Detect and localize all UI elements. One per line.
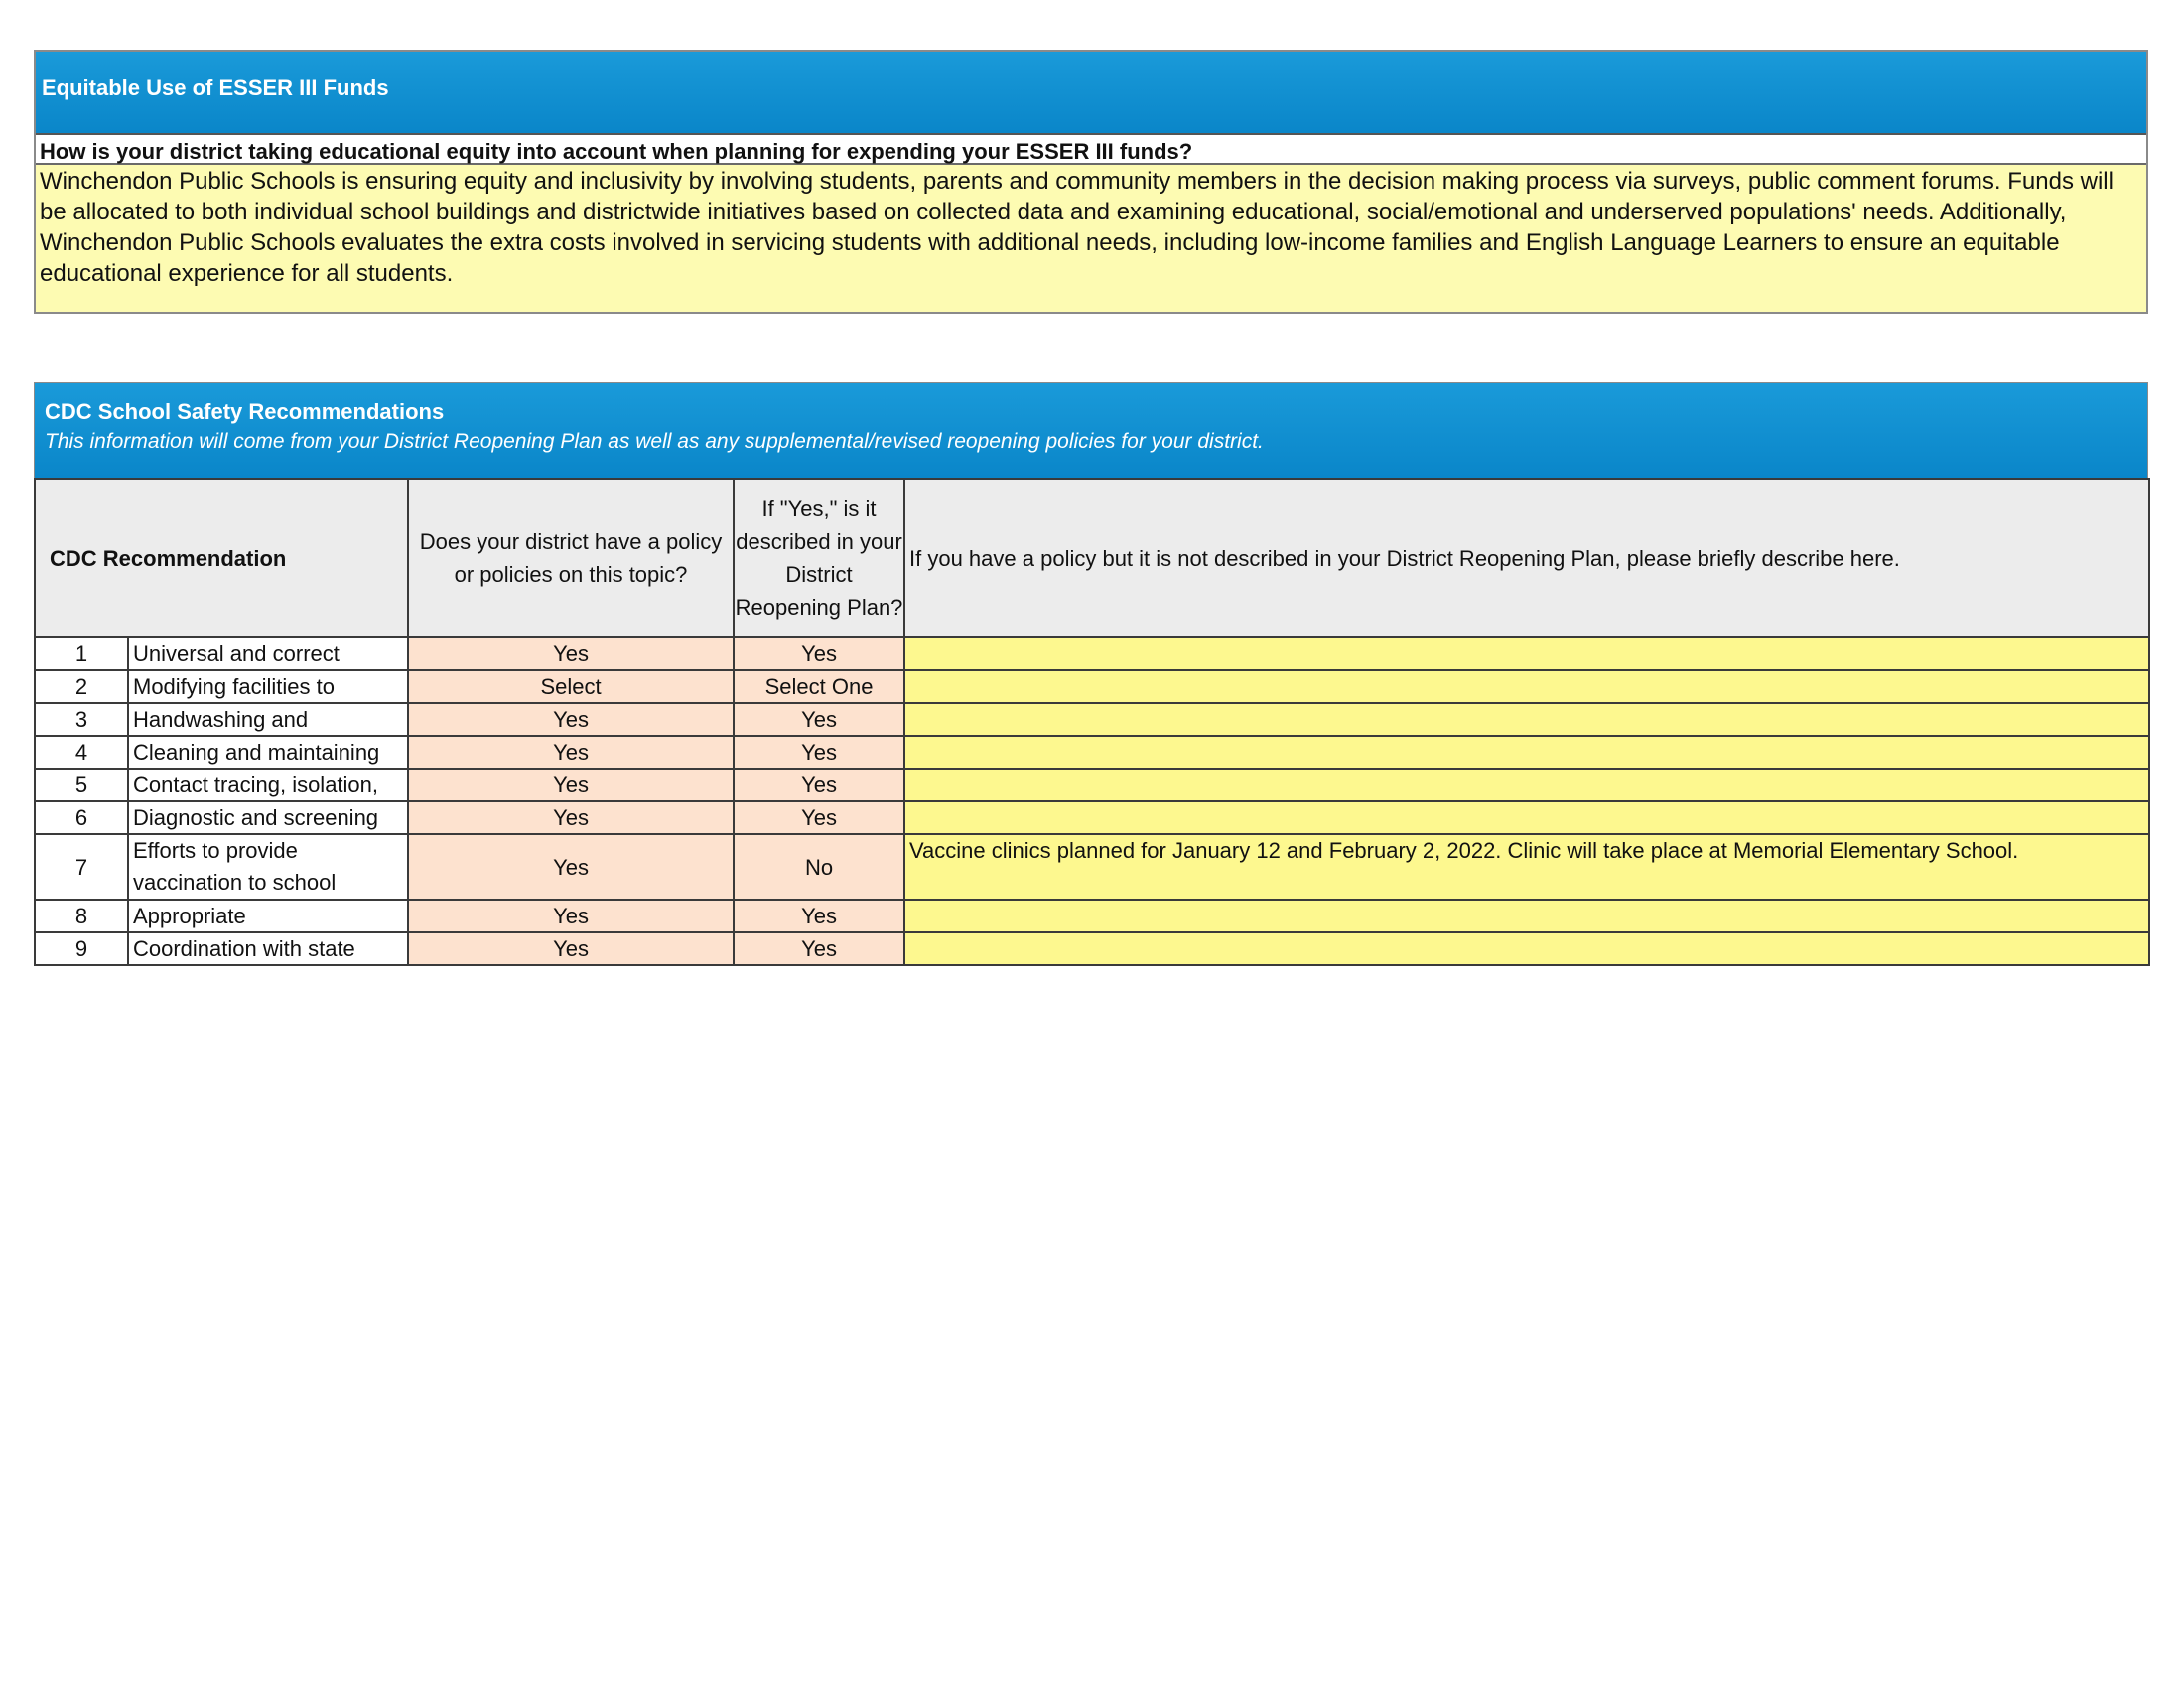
header-description: If you have a policy but it is not described in your District Reopening Plan, please briefly describe here.: [904, 479, 2149, 637]
in-plan-select[interactable]: Yes: [734, 769, 904, 801]
equity-section: [34, 50, 2148, 314]
row-recommendation: Contact tracing, isolation,: [128, 769, 408, 801]
row-recommendation: Cleaning and maintaining: [128, 736, 408, 769]
in-plan-select[interactable]: No: [734, 834, 904, 900]
table-row: [35, 900, 2149, 932]
row-number: 4: [35, 736, 128, 769]
row-recommendation: Handwashing and: [128, 703, 408, 736]
policy-select[interactable]: Yes: [408, 637, 734, 670]
description-field[interactable]: [904, 900, 2149, 932]
cdc-section-title: CDC School Safety Recommendations: [45, 399, 445, 424]
row-number: 1: [35, 637, 128, 670]
header-policy: Does your district have a policy or policies on this topic?: [408, 479, 734, 637]
header-in-plan: If "Yes," is it described in your District Reopening Plan?: [734, 479, 904, 637]
cdc-section: [34, 382, 2148, 966]
table-row: [35, 703, 2149, 736]
policy-select[interactable]: Yes: [408, 801, 734, 834]
in-plan-select[interactable]: Select One: [734, 670, 904, 703]
in-plan-select[interactable]: Yes: [734, 801, 904, 834]
in-plan-select[interactable]: Yes: [734, 932, 904, 965]
table-row: [35, 736, 2149, 769]
row-number: 7: [35, 834, 128, 900]
policy-select[interactable]: Yes: [408, 769, 734, 801]
table-row: [35, 670, 2149, 703]
row-number: 9: [35, 932, 128, 965]
table-row: [35, 932, 2149, 965]
policy-select[interactable]: Yes: [408, 834, 734, 900]
table-header-row: [35, 479, 2149, 637]
row-number: 2: [35, 670, 128, 703]
description-field[interactable]: Vaccine clinics planned for January 12 and February 2, 2022. Clinic will take place at Memorial Elementary School.: [904, 834, 2149, 900]
policy-select[interactable]: Yes: [408, 900, 734, 932]
policy-select[interactable]: Yes: [408, 932, 734, 965]
equity-question: How is your district taking educational equity into account when planning for expending your ESSER III funds?: [36, 135, 2146, 165]
cdc-section-header: [34, 382, 2148, 478]
policy-select[interactable]: Yes: [408, 736, 734, 769]
description-field[interactable]: [904, 801, 2149, 834]
description-field[interactable]: [904, 637, 2149, 670]
cdc-section-subtitle: This information will come from your District Reopening Plan as well as any supplemental/revised reopening policies for your district.: [45, 430, 1264, 453]
row-number: 3: [35, 703, 128, 736]
row-number: 6: [35, 801, 128, 834]
row-recommendation: Appropriate: [128, 900, 408, 932]
row-recommendation: Modifying facilities to: [128, 670, 408, 703]
in-plan-select[interactable]: Yes: [734, 736, 904, 769]
equity-answer-field[interactable]: Winchendon Public Schools is ensuring equity and inclusivity by involving students, parents and community members in the decision making process via surveys, public comment forums. Funds will be allocated to both individual school buildings and districtwide initiatives based on collected data and examining educational, social/emotional and underserved populations' needs. Additionally, Winchendon Public Schools evaluates the extra costs involved in servicing students with additional needs, including low-income families and English Language Learners to ensure an equitable educational experience for all students.: [36, 165, 2146, 312]
description-field[interactable]: [904, 932, 2149, 965]
description-field[interactable]: [904, 703, 2149, 736]
table-row: [35, 769, 2149, 801]
table-row: [35, 801, 2149, 834]
row-recommendation: Efforts to provide vaccination to school: [128, 834, 408, 900]
policy-select[interactable]: Yes: [408, 703, 734, 736]
equity-section-title: Equitable Use of ESSER III Funds: [36, 52, 2146, 135]
policy-select[interactable]: Select: [408, 670, 734, 703]
row-number: 5: [35, 769, 128, 801]
header-cdc-recommendation: CDC Recommendation: [35, 479, 408, 637]
description-field[interactable]: [904, 736, 2149, 769]
row-number: 8: [35, 900, 128, 932]
in-plan-select[interactable]: Yes: [734, 703, 904, 736]
description-field[interactable]: [904, 769, 2149, 801]
row-recommendation: Diagnostic and screening: [128, 801, 408, 834]
in-plan-select[interactable]: Yes: [734, 637, 904, 670]
in-plan-select[interactable]: Yes: [734, 900, 904, 932]
table-row: [35, 637, 2149, 670]
table-row: [35, 834, 2149, 900]
row-recommendation: Coordination with state: [128, 932, 408, 965]
description-field[interactable]: [904, 670, 2149, 703]
row-recommendation: Universal and correct: [128, 637, 408, 670]
cdc-recommendations-table: [34, 478, 2150, 966]
